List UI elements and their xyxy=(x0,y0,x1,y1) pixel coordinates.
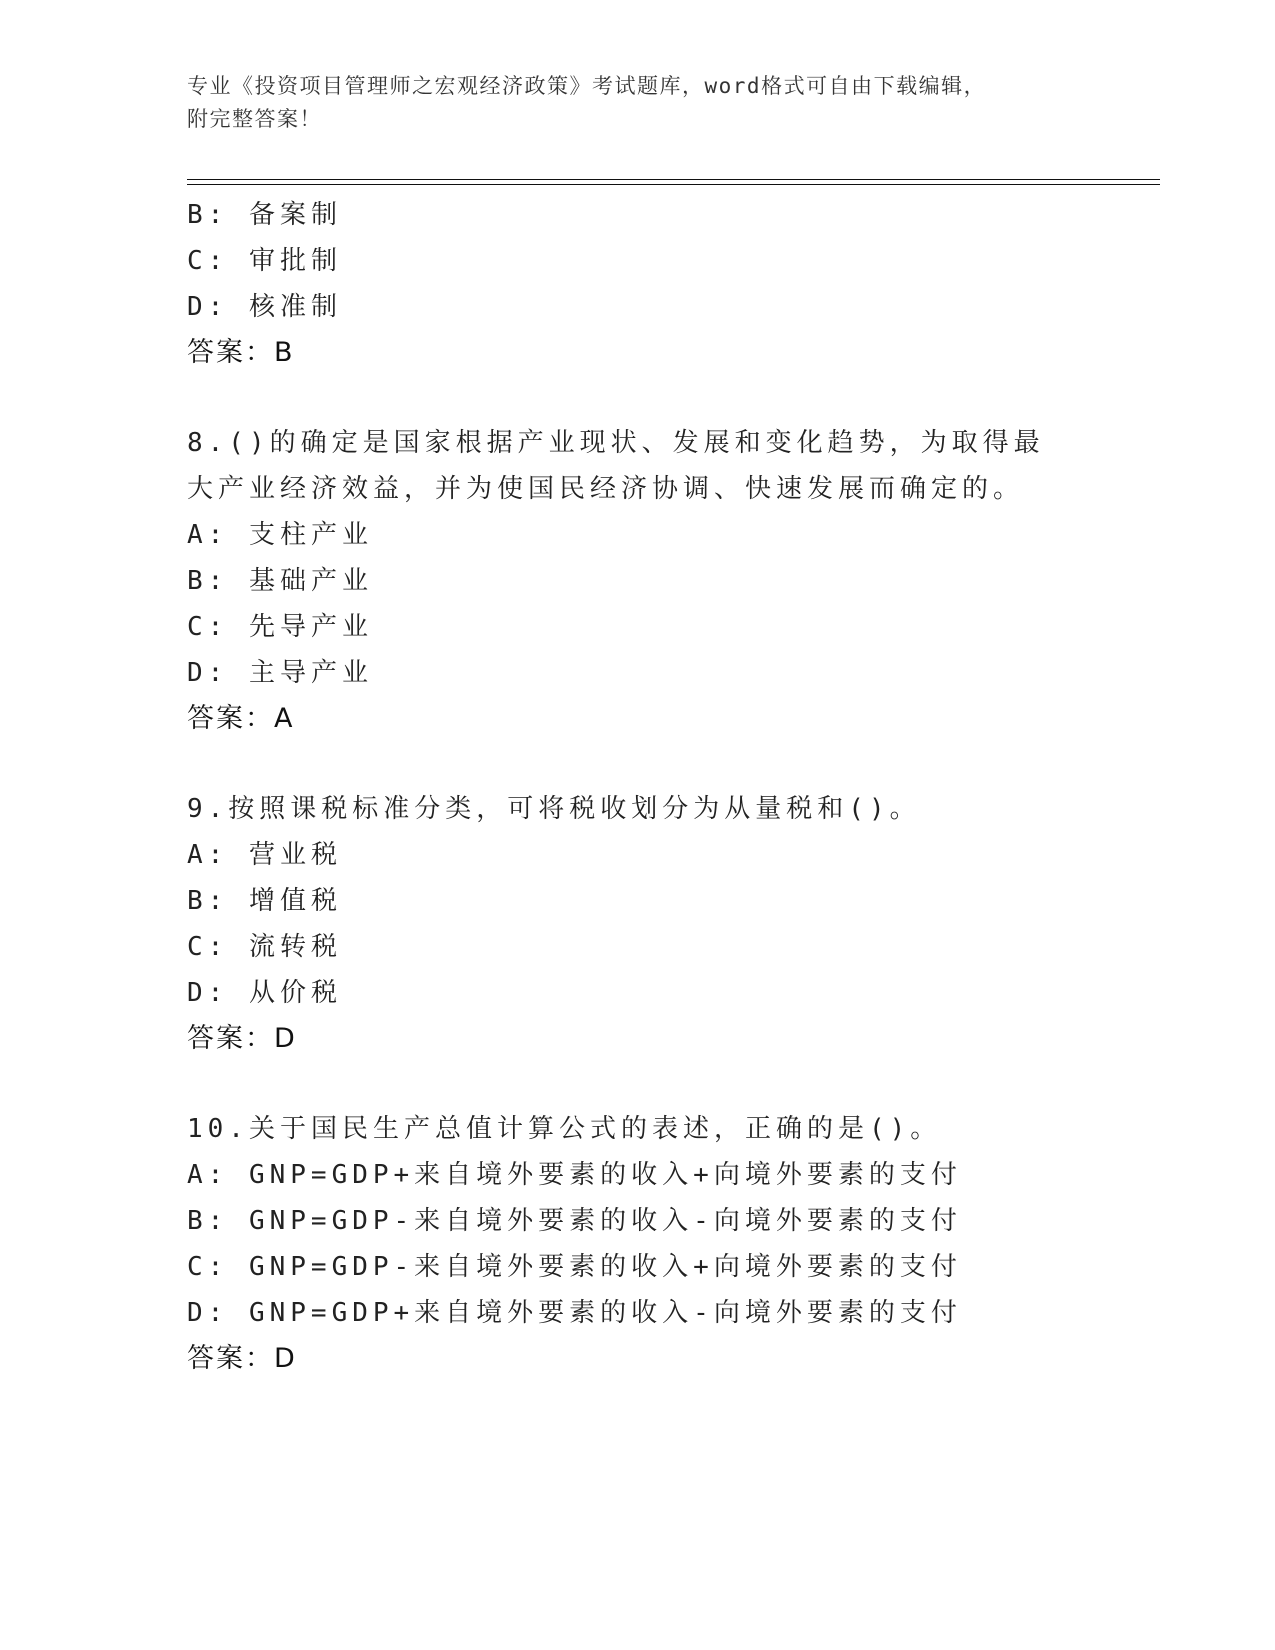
option-c: C: GNP=GDP-来自境外要素的收入+向境外要素的支付 xyxy=(187,1252,962,1282)
question-spacer xyxy=(187,742,1117,786)
question-block-8 xyxy=(187,420,1117,742)
question-list xyxy=(187,192,1117,1382)
document-header xyxy=(187,70,1087,136)
header-line-2: 附完整答案！ xyxy=(187,107,322,131)
header-divider-top xyxy=(187,179,1160,180)
option-a: A: 支柱产业 xyxy=(187,520,373,550)
option-a: A: 营业税 xyxy=(187,840,342,870)
option-d: D: GNP=GDP+来自境外要素的收入-向境外要素的支付 xyxy=(187,1298,962,1328)
question-block-7-continued xyxy=(187,192,1117,376)
answer-line: 答案：A xyxy=(187,703,295,734)
option-a: A: GNP=GDP+来自境外要素的收入+向境外要素的支付 xyxy=(187,1160,962,1190)
question-spacer xyxy=(187,1062,1117,1106)
header-divider-bottom xyxy=(187,184,1160,185)
answer-line: 答案：B xyxy=(187,337,295,368)
question-block-9 xyxy=(187,786,1117,1062)
question-stem: 8.()的确定是国家根据产业现状、发展和变化趋势，为取得最大产业经济效益，并为使国民经济协调、快速发展而确定的。 xyxy=(187,428,1045,504)
answer-line: 答案：D xyxy=(187,1343,297,1374)
option-b: B: GNP=GDP-来自境外要素的收入-向境外要素的支付 xyxy=(187,1206,962,1236)
option-d: D: 核准制 xyxy=(187,292,342,322)
question-block-10 xyxy=(187,1106,1117,1382)
option-c: C: 审批制 xyxy=(187,246,342,276)
question-stem: 9.按照课税标准分类，可将税收划分为从量税和()。 xyxy=(187,794,921,824)
header-line-1: 专业《投资项目管理师之宏观经济政策》考试题库，word格式可自由下载编辑， xyxy=(187,74,987,98)
question-spacer xyxy=(187,376,1117,420)
option-c: C: 先导产业 xyxy=(187,612,373,642)
option-b: B: 备案制 xyxy=(187,200,342,230)
option-b: B: 增值税 xyxy=(187,886,342,916)
answer-line: 答案：D xyxy=(187,1023,297,1054)
option-b: B: 基础产业 xyxy=(187,566,373,596)
option-d: D: 从价税 xyxy=(187,978,342,1008)
question-stem: 10.关于国民生产总值计算公式的表述，正确的是()。 xyxy=(187,1114,942,1144)
option-c: C: 流转税 xyxy=(187,932,342,962)
option-d: D: 主导产业 xyxy=(187,658,373,688)
